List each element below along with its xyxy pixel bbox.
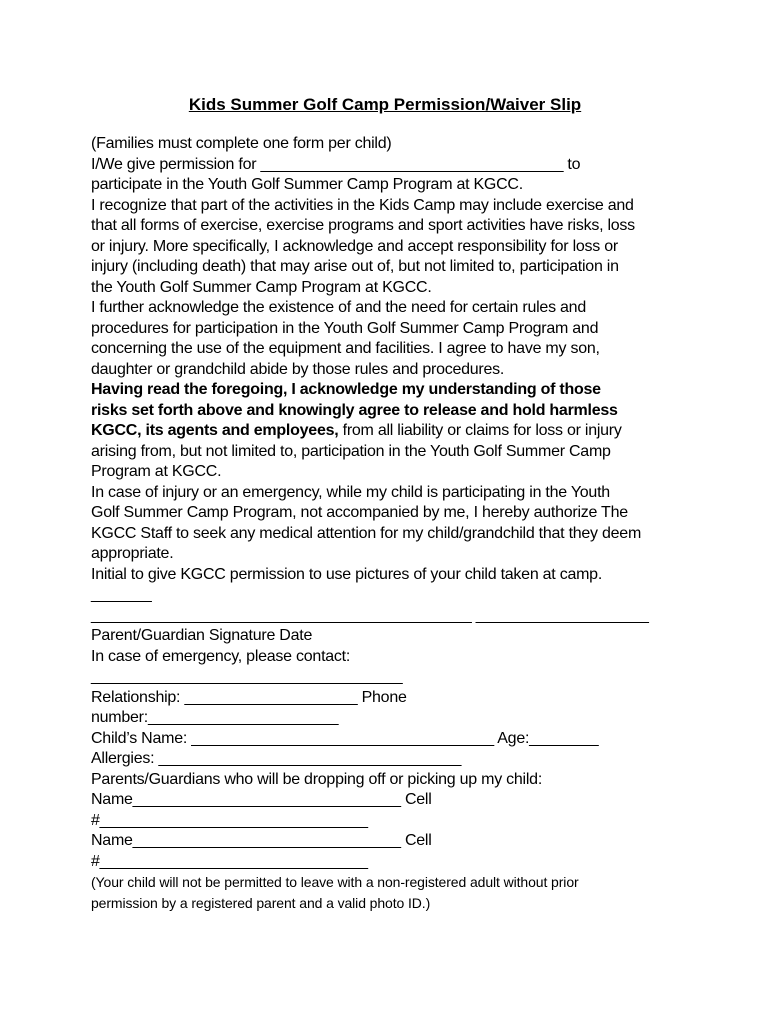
allergies-field[interactable]: Allergies: ___________________________________	[91, 750, 462, 767]
permission-line: I/We give permission for ___________________________________ to	[91, 155, 581, 173]
pickup-note: (Your child will not be permitted to leave with a non-registered adult without prior	[91, 874, 579, 890]
text-line: injury (including death) that may arise out of, but not limited to, participation in	[91, 258, 619, 275]
child-name-age-field[interactable]: Child’s Name: ___________________________________ Age:________	[91, 729, 599, 747]
text-line: daughter or grandchild abide by those rules and procedures.	[91, 360, 505, 378]
pickup-note: permission by a registered parent and a valid photo ID.)	[91, 894, 431, 911]
text-line: arising from, but not limited to, participation in the Youth Golf Summer Camp	[91, 442, 611, 460]
text-line: procedures for participation in the Youth Golf Summer Camp Program and	[91, 319, 599, 337]
pickup-cell-field[interactable]: #_______________________________	[91, 811, 368, 829]
text-line: Golf Summer Camp Program, not accompanied by me, I hereby authorize The	[91, 504, 628, 521]
emergency-contact-label: In case of emergency, please contact:	[91, 647, 351, 665]
pickup-name-field[interactable]: Name_______________________________ Cell	[91, 832, 432, 849]
signature-date-label: Parent/Guardian Signature Date	[91, 627, 313, 644]
release-statement-mixed-line	[91, 421, 691, 442]
text-line: (Families must complete one form per child)	[91, 135, 392, 152]
phone-number-field[interactable]: number:______________________	[91, 709, 339, 726]
form-body	[91, 134, 691, 913]
text-line: that all forms of exercise, exercise programs and sport activities have risks, loss	[91, 217, 635, 234]
emergency-contact-field[interactable]: ____________________________________	[91, 668, 403, 685]
initial-field[interactable]: _______	[91, 586, 152, 603]
signature-date-field[interactable]: ____________________________________________ ____________________	[91, 606, 649, 624]
pickup-label: Parents/Guardians who will be dropping off or picking up my child:	[91, 770, 543, 788]
text-line: concerning the use of the equipment and facilities. I agree to have my son,	[91, 340, 600, 357]
release-statement-line: Having read the foregoing, I acknowledge my understanding of those	[91, 381, 601, 398]
text-line: KGCC Staff to seek any medical attention for my child/grandchild that they deem	[91, 524, 642, 542]
relationship-phone-field[interactable]: Relationship: ____________________ Phone	[91, 688, 407, 706]
release-statement-bold: KGCC, its agents and employees,	[91, 422, 339, 439]
text-line: the Youth Golf Summer Camp Program at KGCC.	[91, 278, 432, 296]
text-line: Program at KGCC.	[91, 463, 222, 480]
photo-permission-line: Initial to give KGCC permission to use pictures of your child taken at camp.	[91, 565, 603, 583]
release-statement-line: risks set forth above and knowingly agree to release and hold harmless	[91, 401, 618, 419]
text-line: I further acknowledge the existence of and the need for certain rules and	[91, 299, 586, 316]
form-title: Kids Summer Golf Camp Permission/Waiver Slip	[188, 95, 582, 114]
text-line: In case of injury or an emergency, while my child is participating in the Youth	[91, 483, 610, 501]
text-line: participate in the Youth Golf Summer Camp Program at KGCC.	[91, 176, 523, 193]
release-statement-normal: from all liability or claims for loss or injury	[338, 422, 622, 439]
pickup-cell-field[interactable]: #_______________________________	[91, 852, 368, 870]
text-line: I recognize that part of the activities in the Kids Camp may include exercise and	[91, 196, 634, 214]
pickup-name-field[interactable]: Name_______________________________ Cell	[91, 791, 432, 808]
text-line: or injury. More specifically, I acknowledge and accept responsibility for loss or	[91, 237, 618, 255]
text-line: appropriate.	[91, 545, 174, 562]
